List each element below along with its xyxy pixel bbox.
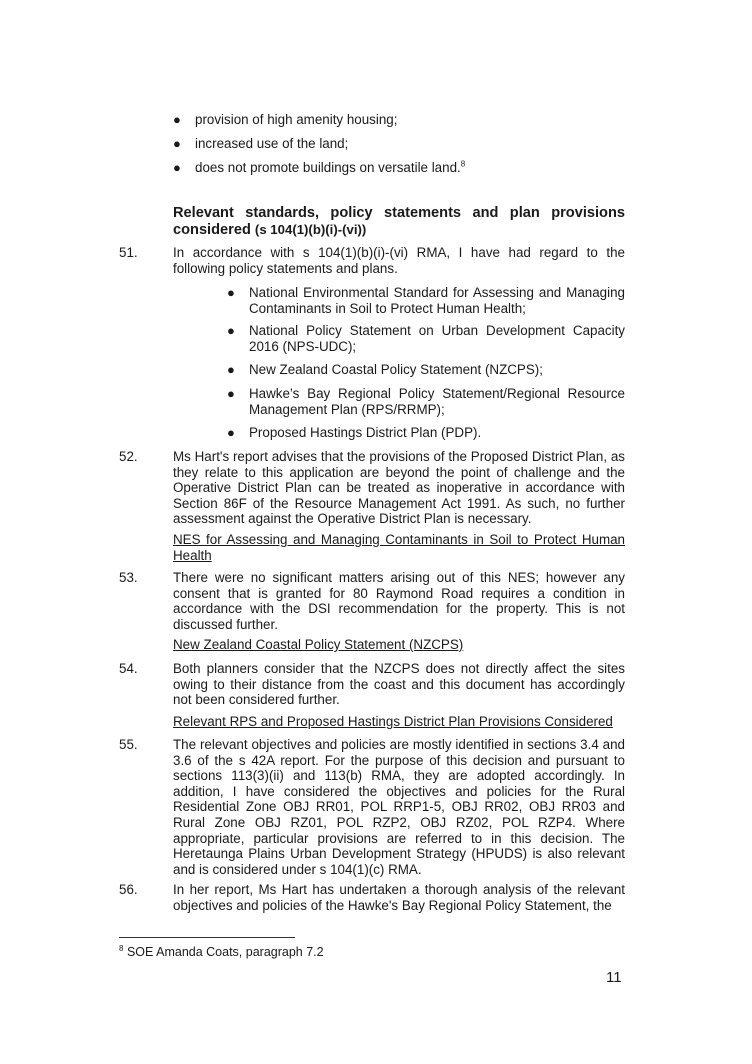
footnote-text: SOE Amanda Coats, paragraph 7.2	[126, 945, 324, 959]
bullet-text: provision of high amenity housing;	[195, 112, 398, 127]
subheading-nes: NES for Assessing and Managing Contaminants in Soil to Protect Human Health	[173, 532, 625, 563]
bullet-text: increased use of the land;	[195, 136, 349, 151]
paragraph-52	[119, 449, 625, 527]
bullet-icon: ●	[227, 425, 235, 440]
bullet-text: Hawke’s Bay Regional Policy Statement/Regional Resource Management Plan (RPS/RRMP);	[249, 386, 625, 417]
bullet-icon: ●	[173, 112, 181, 127]
page-number: 11	[606, 969, 622, 986]
list-item	[227, 425, 625, 441]
paragraph-text: There were no significant matters arising out of this NES; however any consent that is granted for 80 Raymond Road requires a condition in accordance with the DSI recommendation for the property. This is not discussed further.	[173, 570, 625, 632]
bullet-text: New Zealand Coastal Policy Statement (NZCPS);	[249, 362, 543, 377]
subheading-nzcps: New Zealand Coastal Policy Statement (NZCPS)	[173, 637, 464, 652]
list-item	[173, 136, 625, 152]
list-item	[173, 112, 625, 128]
footnote-number: 8	[119, 943, 124, 953]
paragraph-text: Both planners consider that the NZCPS does not directly affect the sites owing to their distance from the coast and this document has accordingly not been considered further.	[173, 661, 625, 708]
bullet-icon: ●	[173, 136, 181, 151]
footnote	[119, 945, 324, 961]
list-item	[227, 386, 625, 417]
bullet-text: Proposed Hastings District Plan (PDP).	[249, 425, 482, 440]
paragraph-number: 56.	[119, 882, 138, 897]
paragraph-55	[119, 737, 625, 877]
subheading-rps: Relevant RPS and Proposed Hastings District Plan Provisions Considered	[173, 714, 613, 729]
paragraph-number: 51.	[119, 245, 138, 260]
bullet-icon: ●	[227, 323, 235, 338]
paragraph-56	[119, 882, 625, 913]
paragraph-text: In accordance with s 104(1)(b)(i)-(vi) RMA, I have had regard to the following policy statements and plans.	[173, 245, 625, 276]
footnote-divider	[119, 937, 295, 938]
bullet-text: National Policy Statement on Urban Development Capacity 2016 (NPS-UDC);	[249, 323, 625, 354]
paragraph-number: 54.	[119, 661, 138, 676]
footnote-reference: 8	[460, 159, 466, 169]
paragraph-text: The relevant objectives and policies are mostly identified in sections 3.4 and 3.6 of the s 42A report. For the purpose of this decision and pursuant to sections 113(3)(ii) and 113(b) RMA, they are adopted accordingly. In addition, I have considered the objectives and policies for the Rural Residential Zone OBJ RR01, POL RRP1-5, OBJ RR02, OBJ RR03 and Rural Zone OBJ RZ01, POL RZP2, OBJ RZ02, POL RZP4. Where appropriate, particular provisions are referred to in this decision. The Heretaunga Plains Urban Development Strategy (HPUDS) is also relevant and is considered under s 104(1)(c) RMA.	[173, 737, 625, 877]
paragraph-text: In her report, Ms Hart has undertaken a thorough analysis of the relevant objectives and policies of the Hawke's Bay Regional Policy Statement, the	[173, 882, 625, 913]
paragraph-number: 53.	[119, 570, 138, 585]
bullet-text: National Environmental Standard for Assessing and Managing Contaminants in Soil to Protect Human Health;	[249, 285, 625, 316]
paragraph-number: 55.	[119, 737, 138, 752]
list-item	[227, 285, 625, 316]
paragraph-text: Ms Hart's report advises that the provisions of the Proposed District Plan, as they relate to this application are beyond the point of challenge and the Operative District Plan can be treated as inoperative in accordance with Section 86F of the Resource Management Act 1991. As such, no further assessment against the Operative District Plan is necessary.	[173, 449, 625, 527]
bullet-text: does not promote buildings on versatile land.$^8$	[195, 159, 466, 175]
list-item	[227, 323, 625, 354]
paragraph-54	[119, 661, 625, 708]
bullet-icon: ●	[173, 160, 181, 175]
list-item	[173, 160, 625, 176]
bullet-icon: ●	[227, 386, 235, 401]
list-item	[227, 362, 625, 378]
paragraph-51	[119, 245, 625, 276]
section-heading-main: Relevant standards, policy statements and plan provisions considered	[173, 205, 625, 238]
section-heading	[173, 205, 625, 239]
paragraph-53	[119, 570, 625, 632]
section-heading-ref: (s 104(1)(b)(i)-(vi))	[254, 221, 367, 237]
bullet-icon: ●	[227, 285, 235, 300]
bullet-icon: ●	[227, 362, 235, 377]
paragraph-number: 52.	[119, 449, 138, 464]
